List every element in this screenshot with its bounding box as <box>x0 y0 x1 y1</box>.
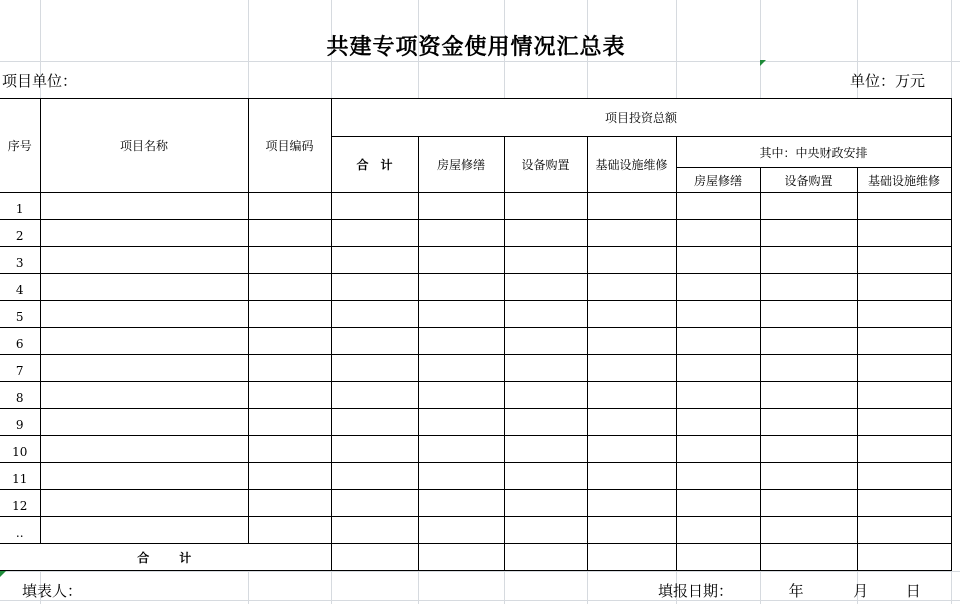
table-cell[interactable] <box>504 382 587 409</box>
table-cell[interactable] <box>857 490 951 517</box>
table-cell[interactable] <box>248 247 331 274</box>
table-cell[interactable] <box>40 490 248 517</box>
table-cell[interactable] <box>676 436 760 463</box>
row-number[interactable]: 5 <box>0 301 40 328</box>
table-cell[interactable] <box>331 463 418 490</box>
table-cell[interactable] <box>40 382 248 409</box>
table-cell[interactable] <box>587 328 676 355</box>
row-number[interactable]: 7 <box>0 355 40 382</box>
table-cell[interactable] <box>676 193 760 220</box>
row-number[interactable]: 4 <box>0 274 40 301</box>
header-central-house-repair[interactable]: 房屋修缮 <box>676 168 760 193</box>
header-investment-total[interactable]: 项目投资总额 <box>331 99 951 137</box>
table-cell[interactable] <box>857 220 951 247</box>
table-cell[interactable] <box>418 382 504 409</box>
table-row <box>0 220 951 247</box>
table-cell[interactable] <box>40 409 248 436</box>
project-unit-label: 项目单位： <box>2 72 78 90</box>
table-cell[interactable] <box>760 328 857 355</box>
table-cell[interactable] <box>587 247 676 274</box>
table-cell[interactable] <box>587 517 676 544</box>
table-cell[interactable] <box>760 247 857 274</box>
total-cell[interactable] <box>857 544 951 571</box>
total-cell[interactable] <box>676 544 760 571</box>
table-cell[interactable] <box>40 328 248 355</box>
table-cell[interactable] <box>504 328 587 355</box>
table-cell[interactable] <box>857 436 951 463</box>
table-cell[interactable] <box>676 220 760 247</box>
table-cell[interactable] <box>248 193 331 220</box>
row-number[interactable]: 2 <box>0 220 40 247</box>
table-cell[interactable] <box>676 490 760 517</box>
table-cell[interactable] <box>504 490 587 517</box>
table-row <box>0 328 951 355</box>
table-row <box>0 436 951 463</box>
header-project-code[interactable]: 项目编码 <box>248 99 331 193</box>
table-cell[interactable] <box>331 193 418 220</box>
table-cell[interactable] <box>331 517 418 544</box>
total-cell[interactable] <box>418 544 504 571</box>
table-row <box>0 517 951 544</box>
header-sum[interactable]: 合 计 <box>331 137 418 193</box>
table-cell[interactable] <box>418 463 504 490</box>
table-cell[interactable] <box>248 517 331 544</box>
table-cell[interactable] <box>504 274 587 301</box>
table-row <box>0 463 951 490</box>
table-cell[interactable] <box>857 247 951 274</box>
table-cell[interactable] <box>504 355 587 382</box>
row-number[interactable]: 3 <box>0 247 40 274</box>
table-cell[interactable] <box>504 463 587 490</box>
year-label: 年 <box>788 582 804 600</box>
table-cell[interactable] <box>504 409 587 436</box>
table-cell[interactable] <box>248 409 331 436</box>
row-number[interactable]: 6 <box>0 328 40 355</box>
currency-unit-label: 单位：万元 <box>850 72 926 90</box>
table-row <box>0 382 951 409</box>
table-cell[interactable] <box>418 490 504 517</box>
total-cell[interactable] <box>587 544 676 571</box>
total-cell[interactable] <box>504 544 587 571</box>
table-cell[interactable] <box>676 328 760 355</box>
header-project-name[interactable]: 项目名称 <box>40 99 248 193</box>
table-cell[interactable] <box>248 382 331 409</box>
table-cell[interactable] <box>331 220 418 247</box>
table-cell[interactable] <box>760 220 857 247</box>
table-cell[interactable] <box>504 436 587 463</box>
table-cell[interactable] <box>248 490 331 517</box>
table-cell[interactable] <box>418 274 504 301</box>
table-cell[interactable] <box>504 517 587 544</box>
table-row <box>0 274 951 301</box>
table-cell[interactable] <box>587 409 676 436</box>
table-cell[interactable] <box>587 355 676 382</box>
total-label[interactable]: 合 计 <box>0 544 331 571</box>
table-cell[interactable] <box>418 355 504 382</box>
table-cell[interactable] <box>331 382 418 409</box>
total-cell[interactable] <box>760 544 857 571</box>
row-number[interactable]: 12 <box>0 490 40 517</box>
table-cell[interactable] <box>248 463 331 490</box>
table-cell[interactable] <box>760 193 857 220</box>
fund-summary-table <box>0 98 952 571</box>
row-number[interactable]: 8 <box>0 382 40 409</box>
fill-date <box>658 580 921 601</box>
table-cell[interactable] <box>331 328 418 355</box>
table-cell[interactable] <box>676 463 760 490</box>
row-number[interactable]: 11 <box>0 463 40 490</box>
table-row <box>0 355 951 382</box>
table-cell[interactable] <box>676 382 760 409</box>
table-row <box>0 490 951 517</box>
table-cell[interactable] <box>248 301 331 328</box>
table-cell[interactable] <box>587 463 676 490</box>
month-label: 月 <box>853 582 869 600</box>
table-cell[interactable] <box>587 301 676 328</box>
table-cell[interactable] <box>676 247 760 274</box>
header-central-infrastructure[interactable]: 基础设施维修 <box>857 168 951 193</box>
table-cell[interactable] <box>760 490 857 517</box>
table-cell[interactable] <box>857 517 951 544</box>
table-cell[interactable] <box>331 301 418 328</box>
table-cell[interactable] <box>760 517 857 544</box>
table-cell[interactable] <box>857 274 951 301</box>
table-cell[interactable] <box>760 301 857 328</box>
table-cell[interactable] <box>331 436 418 463</box>
filler-label: 填表人： <box>22 582 83 600</box>
table-cell[interactable] <box>676 409 760 436</box>
table-cell[interactable] <box>857 328 951 355</box>
table-cell[interactable] <box>587 382 676 409</box>
row-number[interactable]: 1 <box>0 193 40 220</box>
table-cell[interactable] <box>676 517 760 544</box>
row-number[interactable]: .. <box>0 517 40 544</box>
table-cell[interactable] <box>40 193 248 220</box>
table-cell[interactable] <box>760 355 857 382</box>
grid-line <box>0 571 960 572</box>
row-number[interactable]: 9 <box>0 409 40 436</box>
render-artifact <box>410 270 550 273</box>
table-cell[interactable] <box>418 517 504 544</box>
table-cell[interactable] <box>418 301 504 328</box>
table-cell[interactable] <box>676 274 760 301</box>
table-cell[interactable] <box>587 193 676 220</box>
table-cell[interactable] <box>857 193 951 220</box>
table-cell[interactable] <box>331 355 418 382</box>
table-cell[interactable] <box>504 301 587 328</box>
table-row <box>0 193 951 220</box>
grid-line <box>0 61 960 62</box>
table-cell[interactable] <box>857 382 951 409</box>
table-cell[interactable] <box>587 220 676 247</box>
table-cell[interactable] <box>676 301 760 328</box>
table-cell[interactable] <box>248 355 331 382</box>
page-title: 共建专项资金使用情况汇总表 <box>326 34 626 60</box>
header-infrastructure[interactable]: 基础设施维修 <box>587 137 676 193</box>
table-cell[interactable] <box>760 382 857 409</box>
table-cell[interactable] <box>40 274 248 301</box>
table-cell[interactable] <box>504 193 587 220</box>
table-cell[interactable] <box>40 436 248 463</box>
table-cell[interactable] <box>760 409 857 436</box>
table-cell[interactable] <box>40 301 248 328</box>
table-cell[interactable] <box>857 355 951 382</box>
total-cell[interactable] <box>331 544 418 571</box>
table-cell[interactable] <box>418 409 504 436</box>
table-cell[interactable] <box>40 355 248 382</box>
table-cell[interactable] <box>40 463 248 490</box>
header-house-repair[interactable]: 房屋修缮 <box>418 137 504 193</box>
cell-comment-marker <box>0 571 6 577</box>
table-cell[interactable] <box>587 436 676 463</box>
table-cell[interactable] <box>587 274 676 301</box>
table-cell[interactable] <box>587 490 676 517</box>
table-cell[interactable] <box>504 220 587 247</box>
table-cell[interactable] <box>760 274 857 301</box>
table-cell[interactable] <box>40 517 248 544</box>
header-central-equipment[interactable]: 设备购置 <box>760 168 857 193</box>
table-cell[interactable] <box>418 328 504 355</box>
fill-date-label: 填报日期： <box>658 582 734 600</box>
table-cell[interactable] <box>857 463 951 490</box>
table-cell[interactable] <box>857 301 951 328</box>
table-cell[interactable] <box>40 220 248 247</box>
day-label: 日 <box>905 582 921 600</box>
header-central-finance[interactable]: 其中：中央财政安排 <box>676 137 951 168</box>
table-cell[interactable] <box>331 409 418 436</box>
table-row <box>0 301 951 328</box>
table-cell[interactable] <box>331 274 418 301</box>
table-cell[interactable] <box>331 490 418 517</box>
header-seq[interactable]: 序号 <box>0 99 40 193</box>
table-cell[interactable] <box>40 247 248 274</box>
table-cell[interactable] <box>418 193 504 220</box>
table-row <box>0 409 951 436</box>
table-cell[interactable] <box>248 274 331 301</box>
header-equipment[interactable]: 设备购置 <box>504 137 587 193</box>
table-cell[interactable] <box>676 355 760 382</box>
table-cell[interactable] <box>418 220 504 247</box>
table-cell[interactable] <box>418 436 504 463</box>
table-cell[interactable] <box>857 409 951 436</box>
table-cell[interactable] <box>760 436 857 463</box>
row-number[interactable]: 10 <box>0 436 40 463</box>
table-cell[interactable] <box>760 463 857 490</box>
table-cell[interactable] <box>248 328 331 355</box>
table-cell[interactable] <box>248 436 331 463</box>
table-cell[interactable] <box>248 220 331 247</box>
table-cell[interactable] <box>331 247 418 274</box>
